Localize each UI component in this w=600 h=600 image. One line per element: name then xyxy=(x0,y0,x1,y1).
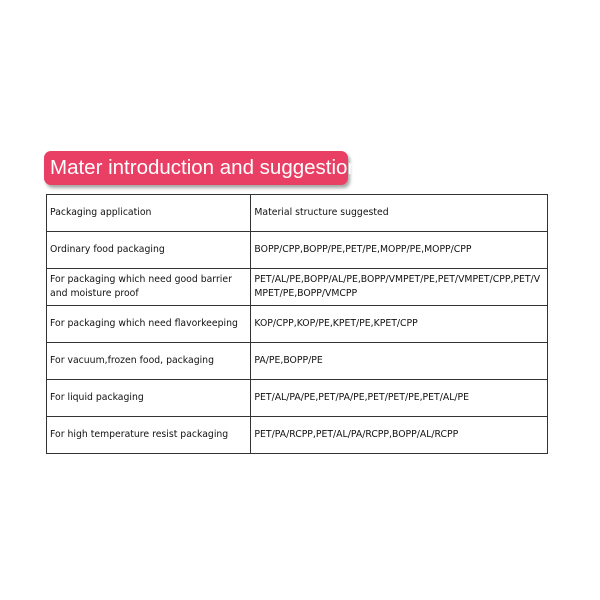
application-cell: For high temperature resist packaging xyxy=(47,417,251,454)
table-row xyxy=(47,232,548,269)
application-cell: For packaging which need flavorkeeping xyxy=(47,306,251,343)
section-title-banner xyxy=(44,151,359,185)
table-row xyxy=(47,343,548,380)
material-cell: PET/AL/PA/PE,PET/PA/PE,PET/PET/PE,PET/AL/PE xyxy=(251,380,548,417)
header-packaging-application: Packaging application xyxy=(47,195,251,232)
table-row xyxy=(47,269,548,306)
material-cell: PA/PE,BOPP/PE xyxy=(251,343,548,380)
header-material-structure: Material structure suggested xyxy=(251,195,548,232)
material-cell: BOPP/CPP,BOPP/PE,PET/PE,MOPP/PE,MOPP/CPP xyxy=(251,232,548,269)
material-cell: PET/AL/PE,BOPP/AL/PE,BOPP/VMPET/PE,PET/VMPET/CPP,PET/VMPET/PE,BOPP/VMCPP xyxy=(251,269,548,306)
table-row xyxy=(47,417,548,454)
application-cell: Ordinary food packaging xyxy=(47,232,251,269)
material-cell: PET/PA/RCPP,PET/AL/PA/RCPP,BOPP/AL/RCPP xyxy=(251,417,548,454)
table-row xyxy=(47,380,548,417)
application-cell: For vacuum,frozen food, packaging xyxy=(47,343,251,380)
material-cell: KOP/CPP,KOP/PE,KPET/PE,KPET/CPP xyxy=(251,306,548,343)
table-header-row xyxy=(47,195,548,232)
application-cell: For liquid packaging xyxy=(47,380,251,417)
section-title: Mater introduction and suggestion xyxy=(50,156,359,179)
table-row xyxy=(47,306,548,343)
material-suggestion-table xyxy=(46,194,548,454)
application-cell: For packaging which need good barrier and moisture proof xyxy=(47,269,251,306)
